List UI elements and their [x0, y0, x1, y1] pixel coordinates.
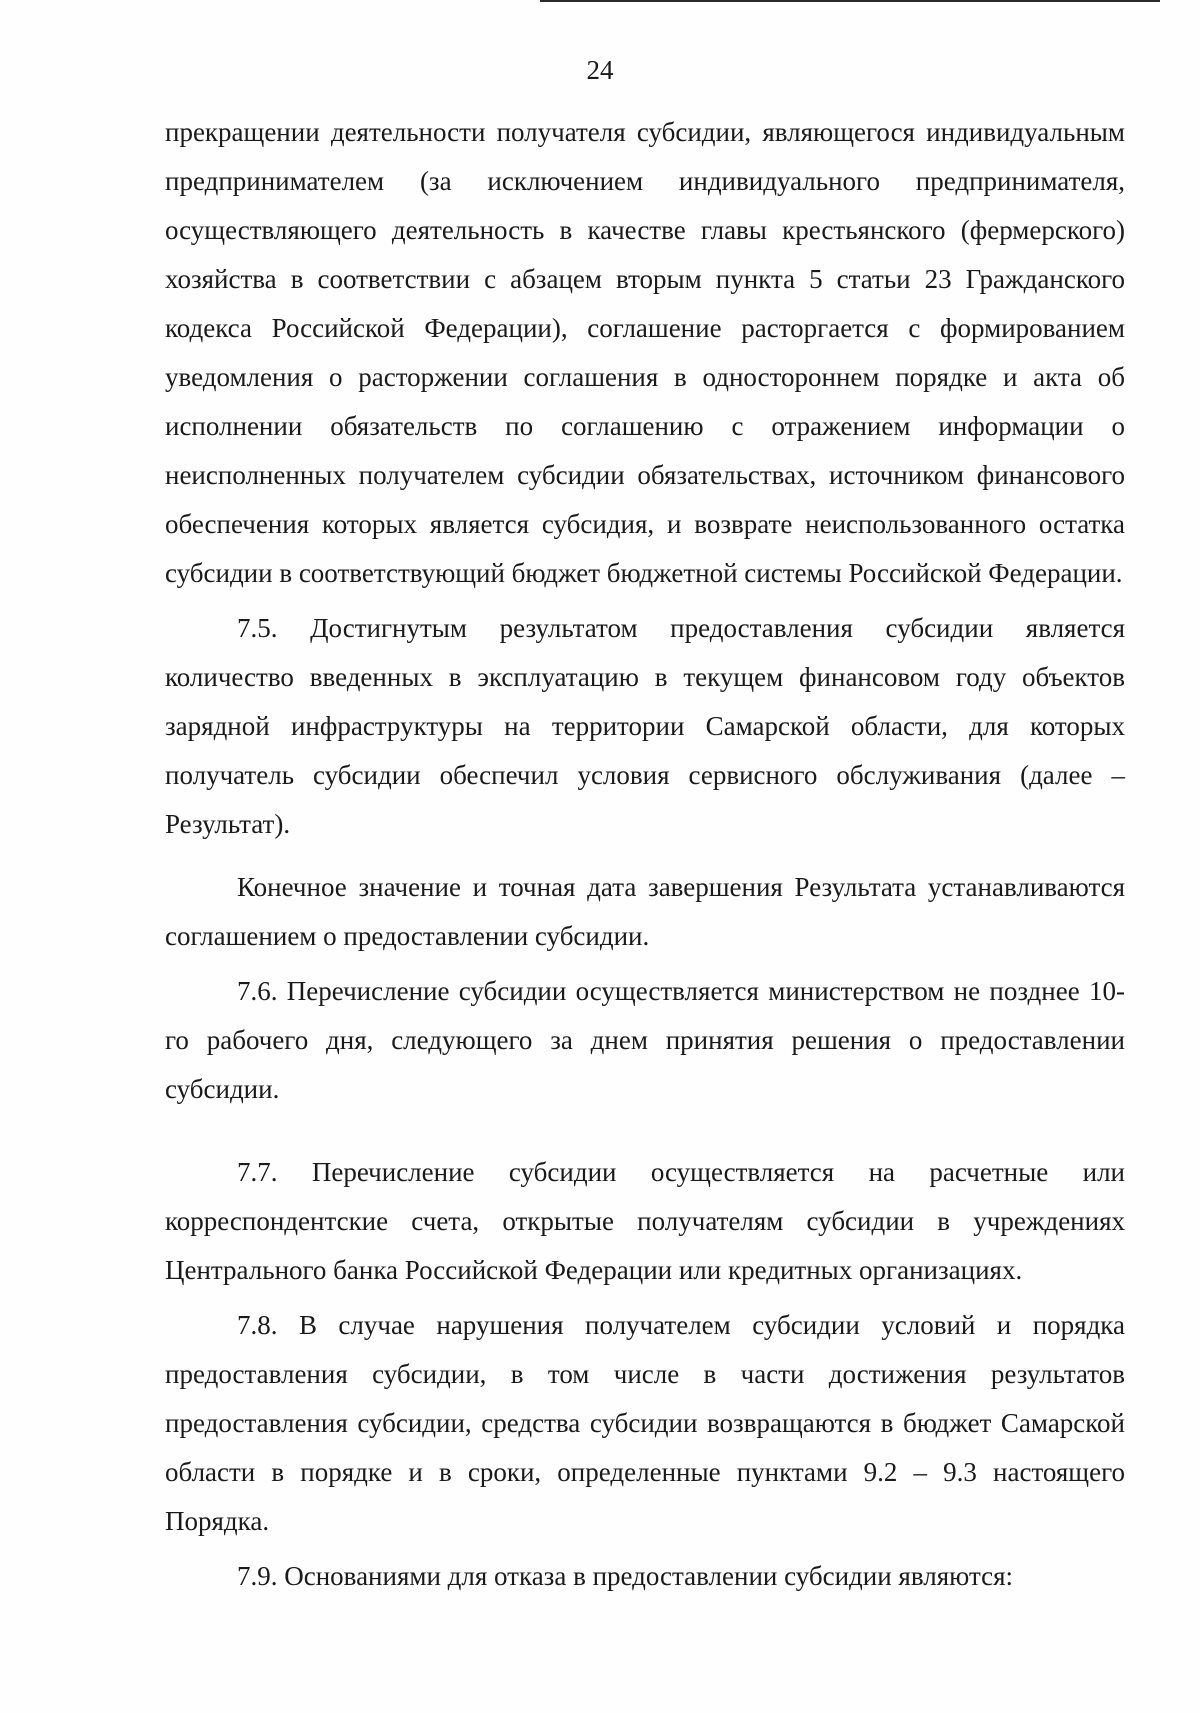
paragraph-7-8: 7.8. В случае нарушения получателем субсидии условий и порядка предоставления субсидии, в том числе в части достижения результатов предоставления субсидии, средства субсидии возвращаются в бюджет Самарской области в порядке и в сроки, определенные пунктами 9.2 – 9.3 настоящего Порядка.: [165, 1310, 1125, 1536]
paragraph-7-7: 7.7. Перечисление субсидии осуществляется на расчетные или корреспондентские счета, открытые получателям субсидии в учреждениях Центрального банка Российской Федерации или кредитных организациях.: [165, 1157, 1125, 1285]
top-rule: [540, 0, 1160, 2]
page-number: 24: [586, 55, 614, 85]
paragraph-7-5: 7.5. Достигнутым результатом предоставления субсидии является количество введенных в эксплуатацию в текущем финансовом году объектов зарядной инфраструктуры на территории Самарской области, для которых получатель субсидии обеспечил условия сервисного обслуживания (далее – Результат).: [165, 613, 1125, 839]
paragraph-continuation: прекращении деятельности получателя субсидии, являющегося индивидуальным предпринимателем (за исключением индивидуального предпринимателя, осуществляющего деятельность в качестве главы крестьянского (фермерского) хозяйства в соответствии с абзацем вторым пункта 5 статьи 23 Гражданского кодекса Российской Федерации), соглашение расторгается с формированием уведомления о расторжении соглашения в одностороннем порядке и акта об исполнении обязательств по соглашению с отражением информации о неисполненных получателем субсидии обязательствах, источником финансового обеспечения которых является субсидия, и возврате неиспользованного остатка субсидии в соответствующий бюджет бюджетной системы Российской Федерации.: [165, 117, 1125, 588]
paragraph-7-9: 7.9. Основаниями для отказа в предоставлении субсидии являются:: [237, 1561, 1013, 1591]
paragraph-7-6: 7.6. Перечисление субсидии осуществляется министерством не позднее 10-го рабочего дня, следующего за днем принятия решения о предоставлении субсидии.: [165, 976, 1125, 1104]
paragraph-final-value: Конечное значение и точная дата завершения Результата устанавливаются соглашением о предоставлении субсидии.: [165, 872, 1125, 951]
document-body: [165, 108, 1125, 1601]
